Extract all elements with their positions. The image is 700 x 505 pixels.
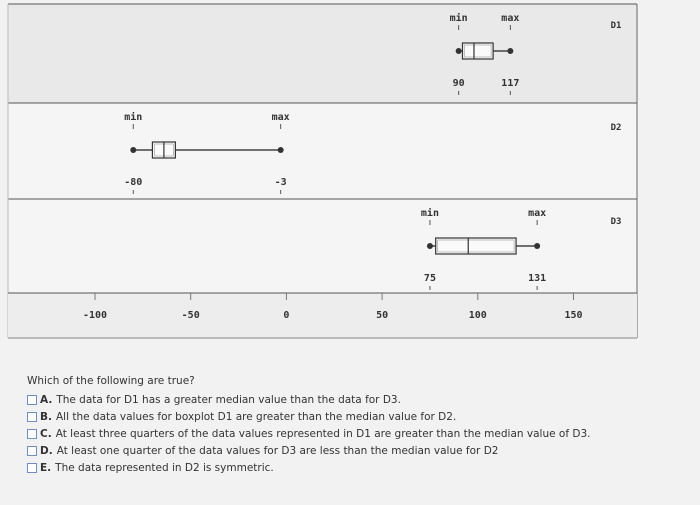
checkbox-c[interactable] [27,429,37,439]
d3-min-label: 75 [423,273,436,284]
d1-min-label: 90 [452,78,465,89]
option-a[interactable] [27,391,690,408]
option-c-letter: C. [40,427,52,440]
axis-tick-label: -50 [181,310,200,321]
d3-max-point [534,243,540,249]
d1-min-point [456,48,462,54]
option-b-text: All the data values for boxplot D1 are greater than the median value for D2. [56,410,457,423]
d2-min-point [130,147,136,153]
axis-tick-label: 0 [283,310,290,321]
option-c[interactable] [27,425,690,442]
d1-max-label: 117 [501,78,520,89]
checkbox-e[interactable] [27,463,37,473]
checkbox-b[interactable] [27,412,37,422]
option-e-letter: E. [40,461,52,474]
d1-max-point [507,48,513,54]
d1-min-word: min [449,13,468,24]
option-d-text: At least one quarter of the data values for D3 are less than the median value for D2 [56,444,499,457]
d2-min-word: min [124,112,143,123]
option-b-letter: B. [40,410,52,423]
option-c-text: At least three quarters of the data values represented in D1 are greater than the median value of D3. [55,427,591,440]
option-b[interactable] [27,408,690,425]
option-a-text: The data for D1 has a greater median value than the data for D3. [56,393,401,406]
panel-bg-2 [8,103,637,199]
option-d-letter: D. [40,444,53,457]
question-block [27,375,690,476]
d3-iqr-box [436,238,516,254]
boxplot-name-d2: D2 [610,123,622,133]
d1-iqr-box [462,43,493,59]
d3-max-word: max [528,208,547,219]
d2-max-word: max [271,112,290,123]
question-prompt: Which of the following are true? [27,375,195,387]
d3-min-point [427,243,433,249]
boxplot-name-d3: D3 [610,217,622,227]
d3-max-label: 131 [528,273,547,284]
option-e-text: The data represented in D2 is symmetric. [55,461,274,474]
d2-max-label: -3 [274,177,287,188]
d2-max-point [278,147,284,153]
axis-tick-label: 50 [376,310,389,321]
option-d[interactable] [27,442,690,459]
axis-tick-label: 150 [564,310,583,321]
d1-max-word: max [501,13,520,24]
option-a-letter: A. [40,393,53,406]
checkbox-a[interactable] [27,395,37,405]
d2-min-label: -80 [124,177,143,188]
axis-tick-label: 100 [468,310,487,321]
d3-min-word: min [420,208,439,219]
option-e[interactable] [27,459,690,476]
boxplot-name-d1: D1 [610,21,622,31]
panel-bg-1 [8,4,637,103]
checkbox-d[interactable] [27,446,37,456]
axis-tick-label: -100 [82,310,108,321]
